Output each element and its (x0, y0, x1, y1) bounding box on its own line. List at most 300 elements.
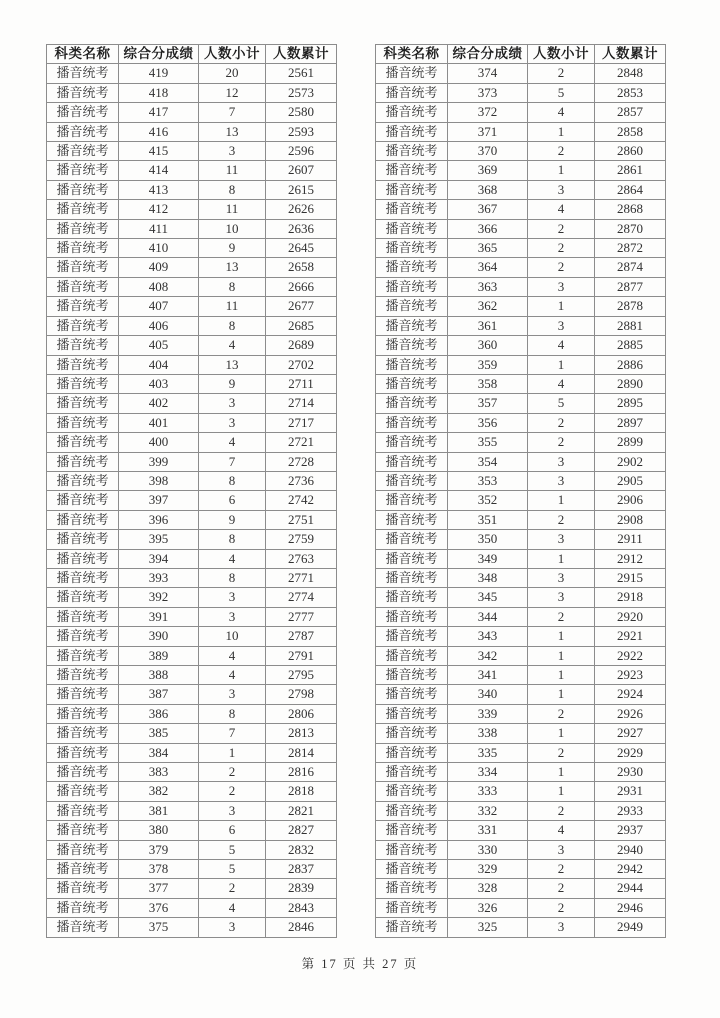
table-row (47, 627, 337, 646)
table-cell: 2806 (266, 704, 337, 723)
table-cell: 329 (448, 860, 528, 879)
table-cell: 3 (528, 180, 595, 199)
table-cell: 2 (528, 879, 595, 898)
table-cell: 404 (119, 355, 199, 374)
table-row (47, 336, 337, 355)
table-cell: 播音统考 (376, 277, 448, 296)
table-cell: 2933 (595, 801, 666, 820)
table-cell: 415 (119, 142, 199, 161)
table-cell: 2645 (266, 239, 337, 258)
table-cell: 4 (528, 821, 595, 840)
table-cell: 412 (119, 200, 199, 219)
table-row (376, 607, 666, 626)
table-cell: 373 (448, 83, 528, 102)
table-cell: 2906 (595, 491, 666, 510)
table-row (376, 433, 666, 452)
table-cell: 播音统考 (47, 530, 119, 549)
table-row (47, 297, 337, 316)
table-cell: 13 (199, 355, 266, 374)
table-cell: 4 (199, 549, 266, 568)
table-cell: 1 (528, 763, 595, 782)
table-cell: 2717 (266, 413, 337, 432)
table-cell: 播音统考 (47, 355, 119, 374)
table-row (47, 394, 337, 413)
table-row (376, 316, 666, 335)
table-cell: 播音统考 (47, 103, 119, 122)
table-cell: 播音统考 (376, 433, 448, 452)
table-cell: 2742 (266, 491, 337, 510)
table-row (47, 530, 337, 549)
table-cell: 7 (199, 724, 266, 743)
table-cell: 349 (448, 549, 528, 568)
table-cell: 播音统考 (376, 821, 448, 840)
table-cell: 399 (119, 452, 199, 471)
table-row (376, 277, 666, 296)
table-row (47, 782, 337, 801)
table-cell: 播音统考 (47, 840, 119, 859)
table-row (376, 743, 666, 762)
table-row (376, 549, 666, 568)
table-cell: 6 (199, 821, 266, 840)
table-row (47, 219, 337, 238)
table-cell: 393 (119, 568, 199, 587)
table-cell: 播音统考 (47, 239, 119, 258)
table-row (47, 801, 337, 820)
table-cell: 387 (119, 685, 199, 704)
table-cell: 382 (119, 782, 199, 801)
table-cell: 2 (528, 413, 595, 432)
table-cell: 2886 (595, 355, 666, 374)
table-row (47, 355, 337, 374)
table-cell: 2848 (595, 64, 666, 83)
table-row (47, 724, 337, 743)
table-cell: 5 (528, 83, 595, 102)
table-row (47, 918, 337, 937)
table-row (47, 103, 337, 122)
table-row (47, 142, 337, 161)
table-cell: 2 (528, 219, 595, 238)
table-cell: 405 (119, 336, 199, 355)
table-cell: 播音统考 (376, 724, 448, 743)
header-row (47, 45, 337, 64)
table-cell: 播音统考 (376, 568, 448, 587)
table-cell: 2923 (595, 666, 666, 685)
table-cell: 播音统考 (376, 200, 448, 219)
table-cell: 1 (528, 782, 595, 801)
table-cell: 播音统考 (376, 297, 448, 316)
table-cell: 409 (119, 258, 199, 277)
table-cell: 350 (448, 530, 528, 549)
table-row (376, 239, 666, 258)
table-cell: 2666 (266, 277, 337, 296)
table-cell: 播音统考 (376, 510, 448, 529)
table-row (376, 763, 666, 782)
table-cell: 2937 (595, 821, 666, 840)
table-row (47, 879, 337, 898)
table-cell: 播音统考 (47, 918, 119, 937)
table-cell: 2861 (595, 161, 666, 180)
table-cell: 378 (119, 860, 199, 879)
table-cell: 392 (119, 588, 199, 607)
page-footer: 第 17 页 共 27 页 (301, 957, 419, 971)
table-row (376, 452, 666, 471)
table-row (47, 568, 337, 587)
table-cell: 2908 (595, 510, 666, 529)
table-cell: 411 (119, 219, 199, 238)
table-cell: 12 (199, 83, 266, 102)
table-cell: 1 (528, 122, 595, 141)
table-row (376, 64, 666, 83)
table-cell: 356 (448, 413, 528, 432)
table-cell: 播音统考 (47, 161, 119, 180)
table-cell: 326 (448, 898, 528, 917)
table-row (47, 549, 337, 568)
table-cell: 2872 (595, 239, 666, 258)
table-cell: 播音统考 (376, 452, 448, 471)
table-cell: 播音统考 (47, 549, 119, 568)
table-cell: 播音统考 (376, 316, 448, 335)
table-row (376, 568, 666, 587)
table-cell: 413 (119, 180, 199, 199)
table-cell: 播音统考 (376, 898, 448, 917)
table-cell: 播音统考 (47, 782, 119, 801)
table-cell: 3 (528, 588, 595, 607)
table-row (376, 413, 666, 432)
table-cell: 播音统考 (376, 64, 448, 83)
table-cell: 11 (199, 297, 266, 316)
table-cell: 播音统考 (376, 840, 448, 859)
table-cell: 3 (528, 277, 595, 296)
table-cell: 2 (528, 258, 595, 277)
table-cell: 播音统考 (376, 394, 448, 413)
table-cell: 播音统考 (376, 491, 448, 510)
table-row (376, 646, 666, 665)
table-cell: 2580 (266, 103, 337, 122)
table-cell: 2596 (266, 142, 337, 161)
table-cell: 2897 (595, 413, 666, 432)
table-cell: 1 (199, 743, 266, 762)
table-cell: 2 (528, 510, 595, 529)
table-cell: 365 (448, 239, 528, 258)
table-cell: 播音统考 (47, 666, 119, 685)
table-cell: 417 (119, 103, 199, 122)
table-row (47, 239, 337, 258)
table-cell: 2853 (595, 83, 666, 102)
table-cell: 384 (119, 743, 199, 762)
table-cell: 398 (119, 471, 199, 490)
table-cell: 播音统考 (376, 704, 448, 723)
table-cell: 2926 (595, 704, 666, 723)
table-cell: 播音统考 (376, 918, 448, 937)
table-cell: 播音统考 (47, 510, 119, 529)
table-cell: 2561 (266, 64, 337, 83)
table-cell: 3 (199, 588, 266, 607)
table-cell: 414 (119, 161, 199, 180)
table-cell: 352 (448, 491, 528, 510)
table-cell: 2942 (595, 860, 666, 879)
table-cell: 385 (119, 724, 199, 743)
score-table-right (375, 44, 666, 938)
table-cell: 2636 (266, 219, 337, 238)
table-cell: 391 (119, 607, 199, 626)
table-row (376, 142, 666, 161)
column-header: 科类名称 (376, 45, 448, 64)
table-cell: 播音统考 (47, 627, 119, 646)
table-row (376, 355, 666, 374)
table-cell: 2814 (266, 743, 337, 762)
table-row (47, 161, 337, 180)
table-cell: 6 (199, 491, 266, 510)
table-cell: 330 (448, 840, 528, 859)
table-cell: 388 (119, 666, 199, 685)
table-row (376, 821, 666, 840)
table-row (47, 452, 337, 471)
table-cell: 播音统考 (376, 122, 448, 141)
table-row (47, 122, 337, 141)
table-cell: 342 (448, 646, 528, 665)
table-cell: 播音统考 (47, 821, 119, 840)
table-cell: 5 (199, 860, 266, 879)
table-row (47, 374, 337, 393)
table-cell: 2 (528, 898, 595, 917)
table-cell: 333 (448, 782, 528, 801)
table-cell: 2 (528, 743, 595, 762)
table-cell: 9 (199, 239, 266, 258)
table-cell: 390 (119, 627, 199, 646)
table-cell: 4 (528, 336, 595, 355)
table-cell: 播音统考 (47, 646, 119, 665)
table-cell: 2813 (266, 724, 337, 743)
table-cell: 357 (448, 394, 528, 413)
table-cell: 386 (119, 704, 199, 723)
table-cell: 396 (119, 510, 199, 529)
table-cell: 374 (448, 64, 528, 83)
table-cell: 2905 (595, 471, 666, 490)
table-row (47, 83, 337, 102)
table-cell: 2 (528, 433, 595, 452)
table-cell: 播音统考 (376, 103, 448, 122)
table-cell: 2864 (595, 180, 666, 199)
table-cell: 2 (528, 239, 595, 258)
table-row (376, 297, 666, 316)
column-header: 综合分成绩 (119, 45, 199, 64)
table-cell: 播音统考 (47, 607, 119, 626)
table-cell: 419 (119, 64, 199, 83)
table-cell: 播音统考 (376, 743, 448, 762)
table-cell: 2944 (595, 879, 666, 898)
table-cell: 4 (528, 374, 595, 393)
table-cell: 2890 (595, 374, 666, 393)
table-cell: 9 (199, 510, 266, 529)
table-cell: 8 (199, 316, 266, 335)
table-row (376, 879, 666, 898)
table-cell: 353 (448, 471, 528, 490)
table-row (376, 180, 666, 199)
table-cell: 播音统考 (376, 471, 448, 490)
table-cell: 13 (199, 122, 266, 141)
column-header: 人数小计 (528, 45, 595, 64)
table-cell: 播音统考 (47, 413, 119, 432)
table-cell: 2857 (595, 103, 666, 122)
table-row (47, 743, 337, 762)
table-cell: 2881 (595, 316, 666, 335)
table-cell: 2658 (266, 258, 337, 277)
table-row (376, 588, 666, 607)
table-cell: 4 (199, 898, 266, 917)
table-cell: 345 (448, 588, 528, 607)
table-row (376, 530, 666, 549)
table-cell: 2728 (266, 452, 337, 471)
table-cell: 416 (119, 122, 199, 141)
table-cell: 播音统考 (376, 879, 448, 898)
table-cell: 2915 (595, 568, 666, 587)
table-cell: 播音统考 (376, 258, 448, 277)
table-row (376, 258, 666, 277)
table-cell: 2714 (266, 394, 337, 413)
table-cell: 9 (199, 374, 266, 393)
table-cell: 2924 (595, 685, 666, 704)
table-cell: 播音统考 (47, 588, 119, 607)
table-cell: 408 (119, 277, 199, 296)
table-row (376, 782, 666, 801)
table-cell: 403 (119, 374, 199, 393)
table-cell: 3 (199, 685, 266, 704)
table-cell: 340 (448, 685, 528, 704)
table-cell: 2736 (266, 471, 337, 490)
table-cell: 2777 (266, 607, 337, 626)
table-cell: 1 (528, 666, 595, 685)
table-cell: 3 (528, 471, 595, 490)
table-row (47, 491, 337, 510)
table-cell: 播音统考 (376, 607, 448, 626)
table-cell: 播音统考 (47, 180, 119, 199)
table-row (47, 180, 337, 199)
table-cell: 2 (199, 763, 266, 782)
table-cell: 2843 (266, 898, 337, 917)
table-cell: 8 (199, 277, 266, 296)
table-row (47, 821, 337, 840)
table-cell: 362 (448, 297, 528, 316)
table-cell: 播音统考 (376, 627, 448, 646)
table-cell: 2 (528, 704, 595, 723)
table-cell: 2818 (266, 782, 337, 801)
table-cell: 2839 (266, 879, 337, 898)
table-cell: 播音统考 (47, 743, 119, 762)
table-cell: 2607 (266, 161, 337, 180)
table-cell: 播音统考 (47, 200, 119, 219)
table-cell: 播音统考 (47, 433, 119, 452)
table-cell: 338 (448, 724, 528, 743)
table-cell: 410 (119, 239, 199, 258)
table-cell: 2921 (595, 627, 666, 646)
table-cell: 367 (448, 200, 528, 219)
table-cell: 播音统考 (376, 646, 448, 665)
table-cell: 381 (119, 801, 199, 820)
table-cell: 播音统考 (47, 724, 119, 743)
table-cell: 395 (119, 530, 199, 549)
table-cell: 播音统考 (376, 763, 448, 782)
table-cell: 5 (199, 840, 266, 859)
table-cell: 播音统考 (376, 180, 448, 199)
table-cell: 2946 (595, 898, 666, 917)
table-row (376, 122, 666, 141)
table-cell: 358 (448, 374, 528, 393)
table-cell: 播音统考 (47, 491, 119, 510)
table-cell: 播音统考 (376, 355, 448, 374)
table-cell: 播音统考 (47, 64, 119, 83)
table-row (376, 491, 666, 510)
table-cell: 播音统考 (376, 666, 448, 685)
table-cell: 播音统考 (47, 452, 119, 471)
table-cell: 2860 (595, 142, 666, 161)
table-cell: 1 (528, 297, 595, 316)
table-cell: 334 (448, 763, 528, 782)
table-cell: 播音统考 (47, 316, 119, 335)
table-cell: 2 (199, 879, 266, 898)
table-cell: 2677 (266, 297, 337, 316)
table-row (376, 103, 666, 122)
table-cell: 355 (448, 433, 528, 452)
table-cell: 4 (528, 103, 595, 122)
table-cell: 播音统考 (47, 83, 119, 102)
table-cell: 播音统考 (47, 219, 119, 238)
table-cell: 3 (199, 413, 266, 432)
column-header: 人数累计 (595, 45, 666, 64)
table-cell: 2702 (266, 355, 337, 374)
table-row (376, 860, 666, 879)
table-cell: 3 (199, 607, 266, 626)
table-cell: 2827 (266, 821, 337, 840)
table-cell: 13 (199, 258, 266, 277)
table-cell: 383 (119, 763, 199, 782)
table-cell: 播音统考 (47, 394, 119, 413)
table-cell: 20 (199, 64, 266, 83)
table-row (376, 219, 666, 238)
table-cell: 2685 (266, 316, 337, 335)
table-cell: 371 (448, 122, 528, 141)
table-cell: 2868 (595, 200, 666, 219)
table-cell: 播音统考 (47, 801, 119, 820)
table-cell: 2929 (595, 743, 666, 762)
table-row (376, 200, 666, 219)
table-cell: 播音统考 (376, 142, 448, 161)
table-row (376, 840, 666, 859)
table-cell: 2931 (595, 782, 666, 801)
table-row (376, 471, 666, 490)
table-cell: 2 (528, 64, 595, 83)
table-row (376, 666, 666, 685)
table-cell: 335 (448, 743, 528, 762)
table-row (376, 83, 666, 102)
table-cell: 播音统考 (47, 297, 119, 316)
table-row (376, 394, 666, 413)
table-row (47, 316, 337, 335)
table-row (47, 471, 337, 490)
table-cell: 播音统考 (376, 530, 448, 549)
table-cell: 2940 (595, 840, 666, 859)
table-cell: 2787 (266, 627, 337, 646)
table-cell: 11 (199, 161, 266, 180)
table-cell: 343 (448, 627, 528, 646)
table-cell: 2920 (595, 607, 666, 626)
table-cell: 2816 (266, 763, 337, 782)
table-cell: 播音统考 (376, 336, 448, 355)
table-cell: 363 (448, 277, 528, 296)
table-cell: 播音统考 (47, 374, 119, 393)
table-cell: 8 (199, 568, 266, 587)
table-cell: 10 (199, 219, 266, 238)
table-cell: 366 (448, 219, 528, 238)
